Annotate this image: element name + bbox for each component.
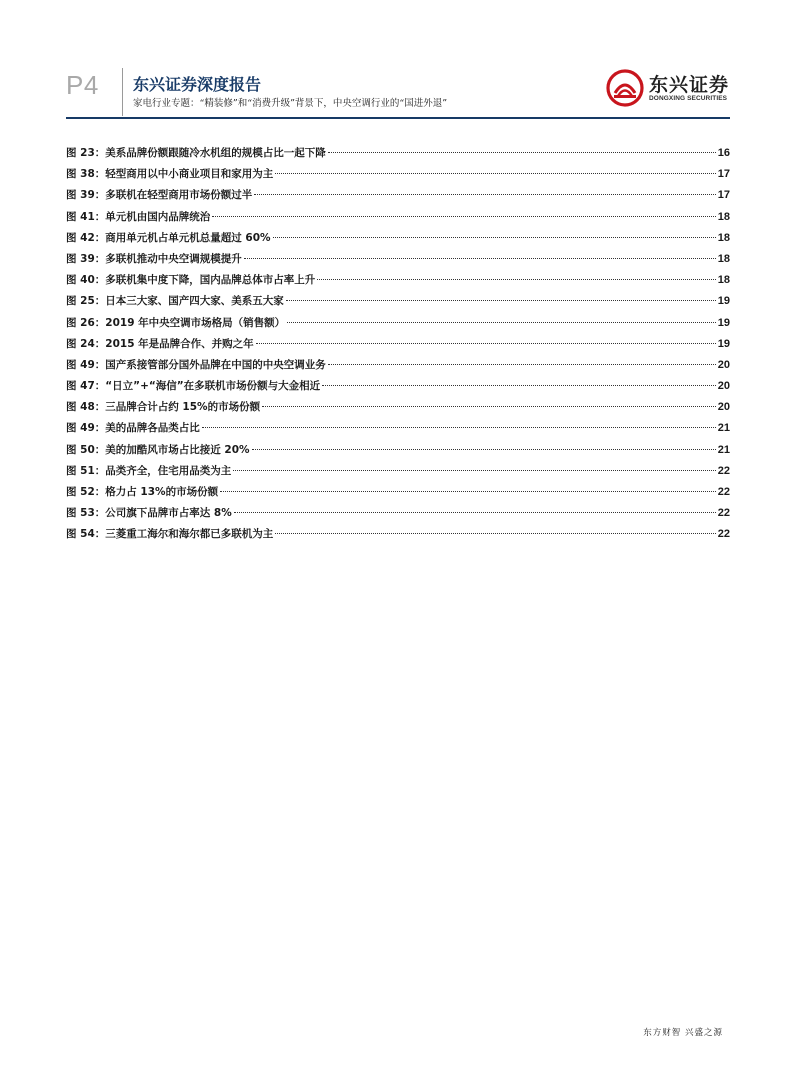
toc-dot-leader [275,533,715,534]
toc-entry[interactable] [66,442,730,463]
toc-page-number: 19 [717,316,730,329]
toc-entry[interactable] [66,526,730,547]
toc-figure-number: 图 38： [66,168,106,181]
toc-entry[interactable] [66,505,730,526]
toc-dot-leader [328,152,716,153]
toc-page-number: 21 [717,443,730,456]
toc-figure-number: 图 50： [66,443,106,456]
toc-entry[interactable] [66,187,730,208]
toc-page-number: 18 [717,252,730,265]
toc-figure-number: 图 40： [66,274,106,287]
toc-figure-number: 图 25： [66,295,106,308]
toc-figure-number: 图 26： [66,316,106,329]
toc-figure-title: 轻型商用以中小商业项目和家用为主 [105,168,274,181]
toc-figure-number: 图 49： [66,422,106,435]
logo-english-name: DONGXING SECURITIES [649,95,728,102]
toc-page-number: 17 [717,168,730,181]
toc-figure-title: 2019 年中央空调市场格局（销售额） [105,316,286,329]
toc-page-number: 18 [717,274,730,287]
toc-figure-number: 图 48： [66,401,106,414]
toc-page-number: 20 [717,358,730,371]
toc-figure-number: 图 39： [66,189,106,202]
toc-figure-number: 图 51： [66,464,106,477]
toc-page-number: 18 [717,210,730,223]
toc-page-number: 17 [717,189,730,202]
toc-figure-title: 美的品牌各品类占比 [105,422,200,435]
toc-page-number: 22 [717,528,730,541]
toc-dot-leader [254,194,715,195]
toc-figure-title: 商用单元机占单元机总量超过 60% [105,231,271,244]
toc-page-number: 20 [717,401,730,414]
toc-figure-title: 格力占 13%的市场份额 [105,486,219,498]
toc-figure-number: 图 24： [66,337,106,350]
toc-entry[interactable] [66,484,730,505]
toc-figure-title: 品类齐全，住宅用品类为主 [105,464,232,477]
toc-figure-title: 美的加酷风市场占比接近 20% [105,443,250,456]
toc-figure-number: 图 42： [66,231,106,244]
toc-page-number: 21 [717,422,730,435]
toc-dot-leader [328,364,716,365]
toc-entry[interactable] [66,230,730,251]
toc-dot-leader [244,258,716,259]
toc-entry[interactable] [66,399,730,420]
toc-page-number: 22 [717,464,730,477]
toc-figure-title: 单元机由国内品牌统治 [105,210,211,223]
toc-entry[interactable] [66,315,730,336]
toc-figure-title: 多联机在轻型商用市场份额过半 [105,189,253,202]
toc-figure-title: 美系品牌份额跟随冷水机组的规模占比一起下降 [105,147,326,159]
toc-figure-title: “日立”+“海信”在多联机市场份额与大金相近 [105,380,321,393]
header-rule [66,117,730,119]
toc-dot-leader [275,173,715,174]
toc-dot-leader [287,322,716,323]
toc-entry[interactable] [66,293,730,314]
toc-page-number: 16 [717,147,730,159]
toc-entry[interactable] [66,145,730,166]
toc-entry[interactable] [66,420,730,441]
report-title: 东兴证券深度报告 [133,75,262,94]
header-divider [122,68,123,116]
toc-figure-title: 日本三大家、国产四大家、美系五大家 [105,295,284,308]
toc-dot-leader [220,491,716,492]
company-logo [606,67,731,109]
toc-entry[interactable] [66,251,730,272]
toc-figure-number: 图 49： [66,358,106,371]
toc-figure-title: 公司旗下品牌市占率达 8% [105,507,232,520]
page-number: P4 [66,70,99,100]
toc-dot-leader [262,406,716,407]
toc-figure-title: 多联机推动中央空调规模提升 [105,252,242,265]
figure-toc [66,145,730,548]
toc-dot-leader [233,470,715,471]
toc-page-number: 22 [717,486,730,498]
toc-dot-leader [212,216,715,217]
toc-dot-leader [202,427,716,428]
toc-entry[interactable] [66,378,730,399]
toc-figure-number: 图 54： [66,528,106,541]
toc-figure-number: 图 41： [66,210,106,223]
toc-dot-leader [317,279,715,280]
toc-figure-title: 国产系接管部分国外品牌在中国的中央空调业务 [105,358,326,371]
logo-chinese-name: 东兴证券 [649,74,730,96]
toc-entry[interactable] [66,272,730,293]
footer-slogan: 东方财智 兴盛之源 [643,1028,723,1038]
toc-dot-leader [234,512,716,513]
toc-entry[interactable] [66,357,730,378]
toc-figure-number: 图 39： [66,252,106,265]
toc-dot-leader [252,449,716,450]
dongxing-logo-icon [606,69,644,107]
toc-page-number: 20 [717,380,730,393]
toc-dot-leader [322,385,716,386]
toc-figure-title: 2015 年是品牌合作、并购之年 [105,337,254,350]
toc-figure-number: 图 52： [66,486,106,498]
toc-figure-title: 三菱重工海尔和海尔都已多联机为主 [105,528,274,541]
toc-entry[interactable] [66,166,730,187]
report-subtitle: 家电行业专题：“精装修”和“消费升级”背景下，中央空调行业的“国进外退” [133,98,448,109]
toc-figure-number: 图 47： [66,380,106,393]
toc-dot-leader [256,343,716,344]
toc-entry[interactable] [66,336,730,357]
toc-dot-leader [273,237,716,238]
toc-figure-title: 多联机集中度下降，国内品牌总体市占率上升 [105,274,316,287]
toc-page-number: 19 [717,295,730,308]
toc-page-number: 18 [717,231,730,244]
toc-figure-number: 图 53： [66,507,106,520]
toc-entry[interactable] [66,463,730,484]
toc-entry[interactable] [66,209,730,230]
toc-dot-leader [286,300,716,301]
toc-page-number: 22 [717,507,730,520]
toc-figure-title: 三品牌合计占约 15%的市场份额 [105,401,261,414]
toc-page-number: 19 [717,337,730,350]
toc-figure-number: 图 23： [66,147,106,159]
